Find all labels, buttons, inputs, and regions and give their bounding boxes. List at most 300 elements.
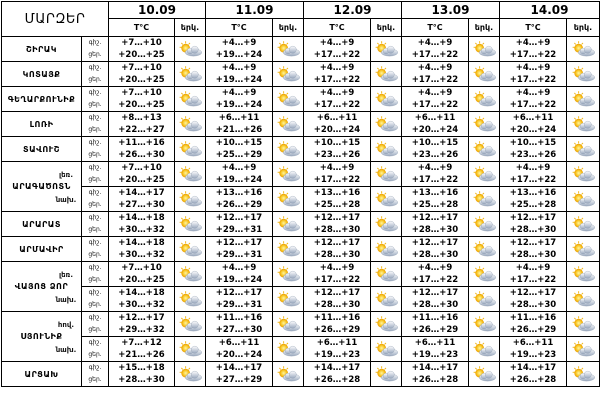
period-labels (59, 162, 109, 187)
sun-behind-cloud-icon (373, 265, 399, 283)
temp-range-cell (304, 162, 371, 187)
day-temp: +28…+30 (313, 225, 361, 235)
sky-cell (567, 337, 600, 362)
day-temp: +28…+30 (509, 250, 557, 260)
table-row (2, 162, 600, 187)
night-temp: +11…+16 (411, 313, 459, 323)
temp-range-cell (402, 137, 469, 162)
temp-range-cell (500, 162, 567, 187)
sun-behind-cloud-icon (570, 190, 596, 208)
sun-behind-cloud-icon (471, 90, 497, 108)
night-temp: +14…+18 (118, 238, 165, 248)
night-temp: +6…+11 (414, 113, 456, 123)
sky-cell (567, 312, 600, 337)
sky-cell (469, 187, 500, 212)
temp-range-cell (500, 187, 567, 212)
sun-behind-cloud-icon (570, 115, 596, 133)
temp-range-cell (304, 37, 371, 62)
sun-behind-cloud-icon (275, 65, 301, 83)
temp-range-cell (304, 362, 371, 387)
temp-column-header: T°C (402, 19, 469, 37)
sky-cell (469, 312, 500, 337)
sun-behind-cloud-icon (373, 215, 399, 233)
temp-range-cell (402, 162, 469, 187)
sky-cell (567, 62, 600, 87)
sky-cell (469, 262, 500, 287)
sun-behind-cloud-icon (570, 65, 596, 83)
sun-behind-cloud-icon (177, 40, 203, 58)
sun-behind-cloud-icon (570, 40, 596, 58)
night-temp: +12…+17 (509, 288, 557, 298)
night-temp: +14…+17 (411, 363, 459, 373)
day-temp: +29…+31 (215, 225, 263, 235)
temp-range-cell (500, 137, 567, 162)
temp-range-cell (500, 337, 567, 362)
day-temp: +20…+25 (118, 275, 165, 285)
temp-range-cell (402, 312, 469, 337)
day-temp: +19…+23 (313, 350, 361, 360)
day-temp: +21…+26 (118, 350, 165, 360)
date-header: 12.09 (304, 2, 402, 19)
temp-range-cell (500, 37, 567, 62)
day-label: ցեր. (88, 51, 102, 58)
night-temp: +4…+9 (417, 63, 453, 73)
sky-cell (469, 212, 500, 237)
temp-column-header: T°C (500, 19, 567, 37)
day-temp: +17…+22 (411, 75, 459, 85)
night-label: գիշ. (88, 64, 102, 71)
sun-behind-cloud-icon (570, 290, 596, 308)
temp-range-cell (304, 287, 371, 312)
night-temp: +4…+9 (515, 38, 551, 48)
temp-range-cell (402, 237, 469, 262)
temp-range-cell (109, 87, 175, 112)
temp-range-cell (500, 112, 567, 137)
night-label: գիշ. (88, 114, 102, 121)
sky-cell (371, 162, 402, 187)
sun-behind-cloud-icon (570, 140, 596, 158)
period-labels (82, 362, 109, 387)
subregion-name: նախ. (55, 196, 77, 204)
day-temp: +17…+22 (313, 100, 361, 110)
day-temp: +26…+29 (411, 325, 459, 335)
day-temp: +19…+24 (215, 75, 263, 85)
date-header: 10.09 (109, 2, 206, 19)
region-name: ՇԻՐԱԿ (2, 37, 82, 62)
night-temp: +10…+15 (411, 138, 459, 148)
region-name: ՎԱՅՈՑ ՁՈՐ (2, 262, 82, 312)
sky-cell (469, 287, 500, 312)
sky-cell (175, 287, 206, 312)
sky-cell (175, 37, 206, 62)
day-temp: +28…+30 (313, 250, 361, 260)
temp-column-header: T°C (206, 19, 273, 37)
night-temp: +14…+18 (118, 288, 165, 298)
night-temp: +7…+12 (121, 338, 162, 348)
temp-range-cell (304, 187, 371, 212)
sky-cell (371, 237, 402, 262)
temp-range-cell (206, 287, 273, 312)
table-row (2, 187, 600, 212)
day-temp: +28…+30 (509, 225, 557, 235)
temp-range-cell (109, 187, 175, 212)
temp-range-cell (206, 137, 273, 162)
sun-behind-cloud-icon (177, 165, 203, 183)
day-temp: +23…+26 (509, 150, 557, 160)
night-temp: +7…+10 (121, 38, 162, 48)
day-temp: +17…+22 (509, 175, 557, 185)
sky-cell (175, 162, 206, 187)
temp-range-cell (304, 262, 371, 287)
night-temp: +12…+17 (215, 288, 263, 298)
temp-range-cell (109, 212, 175, 237)
night-temp: +6…+11 (512, 338, 554, 348)
sun-behind-cloud-icon (570, 165, 596, 183)
sky-cell (273, 312, 304, 337)
period-labels (82, 87, 109, 112)
day-temp: +17…+22 (411, 100, 459, 110)
sun-behind-cloud-icon (471, 65, 497, 83)
day-temp: +20…+25 (118, 175, 165, 185)
sun-behind-cloud-icon (471, 190, 497, 208)
day-temp: +26…+30 (118, 150, 165, 160)
temp-range-cell (304, 237, 371, 262)
sun-behind-cloud-icon (177, 340, 203, 358)
sun-behind-cloud-icon (570, 340, 596, 358)
sun-behind-cloud-icon (471, 240, 497, 258)
night-temp: +7…+10 (121, 88, 162, 98)
sky-column-header: երկ. (175, 19, 206, 37)
temp-range-cell (500, 312, 567, 337)
sky-cell (273, 362, 304, 387)
sun-behind-cloud-icon (275, 165, 301, 183)
day-temp: +22…+27 (118, 125, 165, 135)
sun-behind-cloud-icon (471, 40, 497, 58)
night-temp: +13…+16 (313, 188, 361, 198)
night-temp: +4…+9 (319, 263, 355, 273)
night-temp: +12…+17 (313, 238, 361, 248)
sky-cell (567, 162, 600, 187)
temp-range-cell (206, 62, 273, 87)
day-label: ցեր. (88, 326, 102, 333)
day-temp: +19…+24 (215, 50, 263, 60)
sky-cell (567, 237, 600, 262)
night-temp: +10…+15 (509, 138, 557, 148)
night-temp: +13…+16 (509, 188, 557, 198)
day-temp: +28…+30 (411, 225, 459, 235)
sky-cell (371, 362, 402, 387)
sky-cell (371, 312, 402, 337)
temp-range-cell (402, 212, 469, 237)
sky-column-header: երկ. (567, 19, 600, 37)
sun-behind-cloud-icon (177, 290, 203, 308)
sun-behind-cloud-icon (275, 90, 301, 108)
sky-cell (567, 37, 600, 62)
temp-range-cell (109, 37, 175, 62)
temp-range-cell (109, 337, 175, 362)
sky-cell (273, 287, 304, 312)
temp-range-cell (109, 162, 175, 187)
sky-column-header: երկ. (371, 19, 402, 37)
subregion-name: հով. (57, 321, 75, 329)
night-temp: +4…+9 (319, 88, 355, 98)
day-temp: +29…+32 (118, 325, 165, 335)
table-row (2, 362, 600, 387)
sun-behind-cloud-icon (471, 115, 497, 133)
region-name: ԱՐՄԱՎԻՐ (2, 237, 82, 262)
day-temp: +21…+26 (215, 125, 263, 135)
temp-range-cell (402, 37, 469, 62)
day-label: ցեր. (88, 126, 102, 133)
temp-range-cell (402, 287, 469, 312)
sky-cell (175, 62, 206, 87)
sky-cell (567, 187, 600, 212)
temp-range-cell (304, 62, 371, 87)
day-temp: +26…+29 (313, 325, 361, 335)
day-temp: +30…+32 (118, 300, 165, 310)
temp-range-cell (109, 62, 175, 87)
period-labels (82, 62, 109, 87)
sun-behind-cloud-icon (570, 90, 596, 108)
night-temp: +12…+17 (313, 288, 361, 298)
temp-range-cell (304, 87, 371, 112)
night-temp: +12…+17 (118, 313, 165, 323)
period-labels (57, 312, 109, 337)
sun-behind-cloud-icon (275, 140, 301, 158)
sky-cell (175, 187, 206, 212)
night-label: գիշ. (88, 314, 102, 321)
temp-range-cell (500, 362, 567, 387)
sun-behind-cloud-icon (570, 315, 596, 333)
table-row (2, 62, 600, 87)
sun-behind-cloud-icon (275, 215, 301, 233)
night-temp: +14…+17 (215, 363, 263, 373)
day-temp: +17…+22 (313, 175, 361, 185)
table-row (2, 137, 600, 162)
temp-range-cell (304, 137, 371, 162)
sky-cell (371, 187, 402, 212)
day-temp: +17…+22 (509, 75, 557, 85)
night-temp: +12…+17 (411, 288, 459, 298)
temp-range-cell (109, 137, 175, 162)
table-row (2, 262, 600, 287)
night-temp: +12…+17 (313, 213, 361, 223)
temp-range-cell (304, 337, 371, 362)
sky-cell (371, 112, 402, 137)
night-temp: +8…+13 (121, 113, 162, 123)
temp-range-cell (206, 237, 273, 262)
temp-range-cell (402, 87, 469, 112)
night-temp: +14…+17 (118, 188, 165, 198)
sun-behind-cloud-icon (177, 240, 203, 258)
sun-behind-cloud-icon (471, 315, 497, 333)
sun-behind-cloud-icon (373, 190, 399, 208)
night-temp: +11…+16 (313, 313, 361, 323)
sun-behind-cloud-icon (570, 365, 596, 383)
day-temp: +23…+26 (411, 150, 459, 160)
day-temp: +28…+30 (411, 300, 459, 310)
sky-cell (273, 87, 304, 112)
sun-behind-cloud-icon (373, 365, 399, 383)
subregion-name: լեռ. (59, 271, 73, 279)
night-temp: +11…+16 (118, 138, 165, 148)
temp-range-cell (206, 162, 273, 187)
subregion-name: լեռ. (59, 171, 73, 179)
sky-cell (273, 212, 304, 237)
night-temp: +4…+9 (319, 163, 355, 173)
sun-behind-cloud-icon (177, 190, 203, 208)
day-temp: +20…+25 (118, 50, 165, 60)
day-temp: +19…+23 (509, 350, 557, 360)
night-temp: +12…+17 (411, 213, 459, 223)
day-temp: +17…+22 (411, 175, 459, 185)
night-temp: +13…+16 (215, 188, 263, 198)
sun-behind-cloud-icon (275, 365, 301, 383)
temp-range-cell (402, 262, 469, 287)
day-temp: +26…+28 (509, 375, 557, 385)
night-temp: +7…+10 (121, 63, 162, 73)
sun-behind-cloud-icon (471, 290, 497, 308)
table-row (2, 237, 600, 262)
sky-cell (371, 62, 402, 87)
period-labels (82, 237, 109, 262)
temp-range-cell (206, 362, 273, 387)
night-temp: +10…+15 (215, 138, 263, 148)
sun-behind-cloud-icon (373, 290, 399, 308)
night-temp: +4…+9 (417, 263, 453, 273)
day-label: ցեր. (88, 176, 102, 183)
sun-behind-cloud-icon (275, 40, 301, 58)
region-name: ԿՈՏԱՅՔ (2, 62, 82, 87)
sky-cell (469, 237, 500, 262)
sky-cell (567, 137, 600, 162)
temp-range-cell (304, 212, 371, 237)
temp-range-cell (500, 62, 567, 87)
day-temp: +27…+29 (215, 375, 263, 385)
region-name: ՍՅՈՒՆԻՔ (2, 312, 82, 362)
day-label: ցեր. (88, 151, 102, 158)
date-header: 13.09 (402, 2, 500, 19)
sky-cell (371, 287, 402, 312)
night-label: գիշ. (88, 189, 102, 196)
sun-behind-cloud-icon (373, 165, 399, 183)
night-temp: +7…+10 (121, 163, 162, 173)
sun-behind-cloud-icon (373, 340, 399, 358)
sun-behind-cloud-icon (471, 165, 497, 183)
sky-cell (469, 62, 500, 87)
forecast-table (1, 1, 600, 387)
night-temp: +4…+9 (221, 63, 257, 73)
day-temp: +25…+28 (509, 200, 557, 210)
day-label: ցեր. (88, 251, 102, 258)
night-temp: +6…+11 (512, 113, 554, 123)
region-name: ԱՐՑԱԽ (2, 362, 82, 387)
sky-cell (567, 87, 600, 112)
day-temp: +26…+29 (215, 200, 263, 210)
regions-header: ՄԱՐԶԵՐ (2, 2, 109, 37)
sun-behind-cloud-icon (570, 265, 596, 283)
night-label: գիշ. (88, 139, 102, 146)
sun-behind-cloud-icon (275, 315, 301, 333)
sky-cell (175, 337, 206, 362)
sky-cell (469, 337, 500, 362)
day-temp: +27…+30 (215, 325, 263, 335)
night-temp: +4…+9 (221, 263, 257, 273)
night-label: գիշ. (88, 214, 102, 221)
table-row (2, 112, 600, 137)
sun-behind-cloud-icon (275, 340, 301, 358)
temp-range-cell (206, 262, 273, 287)
sky-cell (175, 212, 206, 237)
day-temp: +26…+28 (313, 375, 361, 385)
day-temp: +17…+22 (509, 100, 557, 110)
temp-range-cell (304, 312, 371, 337)
subregion-name: նախ. (55, 296, 77, 304)
day-label: ցեր. (88, 76, 102, 83)
day-temp: +30…+32 (118, 250, 165, 260)
sun-behind-cloud-icon (177, 265, 203, 283)
period-labels (82, 137, 109, 162)
sun-behind-cloud-icon (471, 215, 497, 233)
temp-range-cell (402, 187, 469, 212)
period-labels (55, 187, 109, 212)
sky-cell (273, 237, 304, 262)
temp-range-cell (206, 337, 273, 362)
table-row (2, 287, 600, 312)
sky-cell (175, 137, 206, 162)
sky-cell (371, 87, 402, 112)
temp-range-cell (500, 87, 567, 112)
day-temp: +19…+24 (215, 100, 263, 110)
day-temp: +28…+30 (509, 300, 557, 310)
table-row (2, 337, 600, 362)
night-temp: +14…+18 (118, 213, 165, 223)
sky-cell (469, 137, 500, 162)
temp-range-cell (500, 237, 567, 262)
night-temp: +11…+16 (509, 313, 557, 323)
night-temp: +6…+11 (316, 338, 358, 348)
night-temp: +12…+17 (509, 213, 557, 223)
night-temp: +6…+11 (414, 338, 456, 348)
day-temp: +17…+22 (313, 275, 361, 285)
night-temp: +6…+11 (218, 113, 260, 123)
sky-cell (273, 62, 304, 87)
day-temp: +20…+24 (215, 350, 263, 360)
temp-range-cell (304, 112, 371, 137)
night-temp: +11…+16 (215, 313, 263, 323)
sun-behind-cloud-icon (373, 240, 399, 258)
temp-range-cell (109, 112, 175, 137)
night-label: գիշ. (88, 364, 102, 371)
night-temp: +4…+9 (515, 163, 551, 173)
day-temp: +28…+30 (313, 300, 361, 310)
night-temp: +12…+17 (509, 238, 557, 248)
sun-behind-cloud-icon (177, 315, 203, 333)
temp-range-cell (109, 287, 175, 312)
sky-cell (273, 337, 304, 362)
sky-cell (175, 362, 206, 387)
day-temp: +20…+25 (118, 75, 165, 85)
night-temp: +4…+9 (221, 88, 257, 98)
sky-cell (371, 337, 402, 362)
table-row (2, 212, 600, 237)
region-name: ՏԱՎՈՒՇ (2, 137, 82, 162)
sky-cell (175, 112, 206, 137)
sun-behind-cloud-icon (177, 65, 203, 83)
day-temp: +17…+22 (411, 275, 459, 285)
period-labels (55, 337, 109, 362)
night-label: գիշ. (88, 264, 102, 271)
